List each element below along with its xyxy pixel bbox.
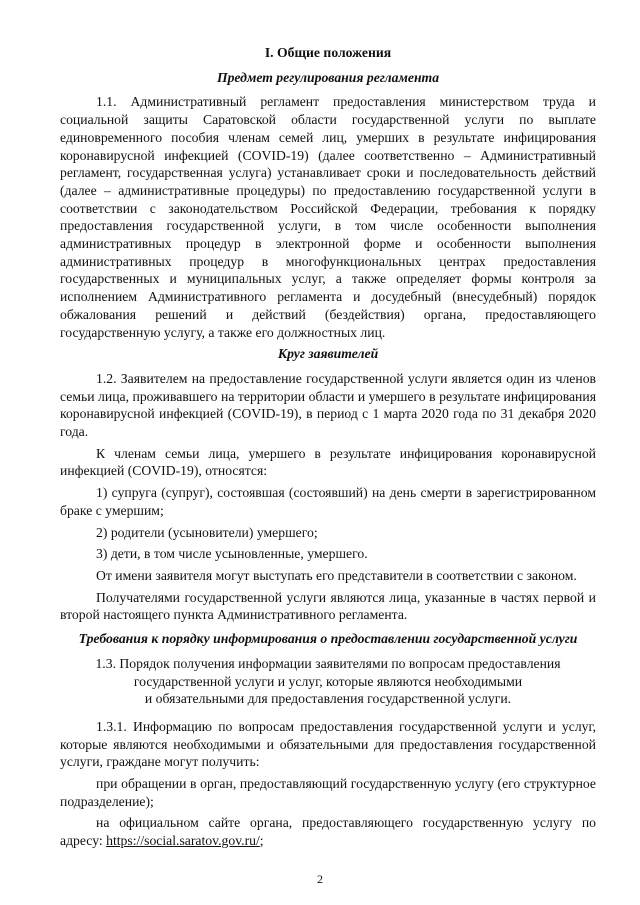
subject-heading: Предмет регулирования регламента [216, 69, 440, 85]
paragraph-recipients: Получателями государственной услуги являются лица, указанные в частях первой и второй настоящего пункта Административного регламента. [60, 589, 596, 623]
paragraph-1-1: 1.1. Административный регламент предоставления министерством труда и социальной защиты Саратовской области государственной услуги по выплате единовременного пособия членам семей лиц, умерших в результате инфицирования коронавирусной инфекцией (COVID-19) (далее соответственно – Административный регламент, государственная услуга) устанавливает сроки и последовательность действий (далее – административные процедуры) по предоставлению государственной услуги в соответствии с законодательством Российской Федерации, требования к порядку предоставления государственной услуги, в том числе особенности выполнения административных процедур в электронной форме и особенности выполнения административных процедур в многофункциональных центрах предоставления государственных и муниципальных услуг, а также определяет формы контроля за исполнением Административного регламента и досудебный (внесудебный) порядок обжалования решений и действий (бездействия) органа, предоставляющего государственную услугу, а также его должностных лиц. [60, 94, 596, 340]
paragraph-1-3 [60, 655, 596, 708]
paragraph-1-3-line: и обязательными для предоставления государственной услуги. [144, 691, 512, 707]
page-number: 2 [317, 872, 323, 886]
section-title: I. Общие положения [264, 45, 392, 60]
website-text: на официальном сайте органа, предоставляющего государственную услугу по адресу: [60, 815, 596, 849]
family-item: 3) дети, в том числе усыновленные, умершего. [96, 546, 368, 562]
document-page [60, 44, 596, 854]
paragraph-way-website [60, 814, 596, 849]
applicants-heading: Круг заявителей [277, 346, 379, 362]
paragraph-1-3-1: 1.3.1. Информацию по вопросам предоставления государственной услуги и услуг, которые являются необходимыми и обязательными для предоставления государственной услуги, граждане могут получить: [60, 718, 596, 770]
paragraph-1-3-line: государственной услуги и услуг, которые являются необходимыми [133, 673, 523, 689]
family-item: 2) родители (усыновители) умершего; [96, 524, 318, 540]
paragraph-1-3-line: 1.3. Порядок получения информации заявителями по вопросам предоставления [95, 655, 561, 671]
website-tail: ; [259, 833, 264, 849]
paragraph-family: К членам семьи лица, умершего в результате инфицирования коронавирусной инфекцией (COVID-19), относятся: [60, 445, 596, 479]
paragraph-1-2: 1.2. Заявителем на предоставление государственной услуги является один из членов семьи лица, проживавшего на территории области и умершего в результате инфицирования коронавирусной инфекцией (COVID-19), в период с 1 марта 2020 года по 31 декабря 2020 года. [60, 370, 596, 440]
family-item: 1) супруга (супруг), состоявшая (состоявший) на день смерти в зарегистрированном браке с умершим; [60, 485, 596, 518]
paragraph-representatives: От имени заявителя могут выступать его представители в соответствии с законом. [96, 567, 577, 583]
website-link[interactable]: https://social.saratov.gov.ru/ [106, 833, 260, 849]
paragraph-way-organ: при обращении в орган, предоставляющий государственную услугу (его структурное подразделение); [60, 776, 596, 809]
info-heading: Требования к порядку информирования о предоставлении государственной услуги [78, 631, 578, 647]
